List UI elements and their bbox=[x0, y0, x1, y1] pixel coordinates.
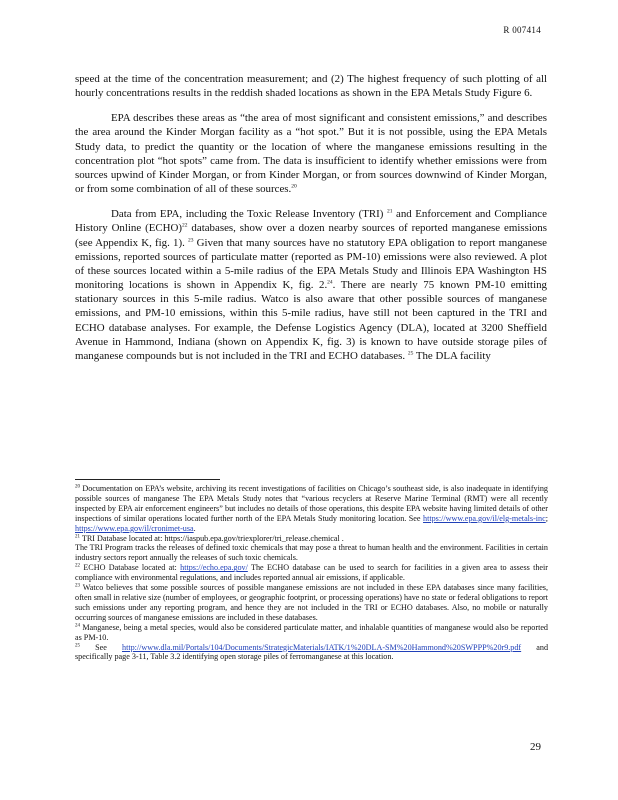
paragraph-3-text-c: databases, show over a dozen nearby sources of reported manganese emissions (see Appendix K, fig. 1). bbox=[75, 222, 547, 249]
footnote-ref-21[interactable]: 21 bbox=[386, 208, 393, 215]
footnote-25 bbox=[75, 643, 548, 663]
paragraph-2-text: EPA describes these areas as “the area of most significant and consistent emissions,” and describes the area around the Kinder Morgan facility as a “hot spot.” But it is not possible, using the EPA Metals Study data, to predict the quantity or the location of where the manganese emissions resulting in the concentration plot “hot spots” came from. The data is insufficient to identify whether emissions were from sources upwind of Kinder Morgan, or from Kinder Morgan, or from sources downwind of Kinder Morgan, or from some combination of all of these sources. bbox=[75, 112, 547, 196]
footnote-text-continued: and specifically page 3-11, Table 3.2 identifying open storage piles of ferromanganese at this location. bbox=[75, 642, 549, 662]
footnote-number: 21 bbox=[75, 533, 80, 539]
footnote-number: 22 bbox=[75, 563, 80, 569]
footnote-number: 25 bbox=[75, 642, 80, 648]
footnote-text: Manganese, being a metal species, would also be considered particulate matter, and inhalable quantities of manganese would also be reported as PM-10. bbox=[75, 622, 548, 642]
footnote-21-continued: The TRI Program tracks the releases of defined toxic chemicals that may pose a threat to human health and the environment. Facilities in certain industry sectors report annually the releases of such toxic chemicals. bbox=[75, 543, 548, 563]
footnote-ref-25[interactable]: 25 bbox=[407, 350, 414, 357]
footnote-22 bbox=[75, 563, 548, 583]
footnote-number: 24 bbox=[75, 622, 80, 628]
footnote-text: Watco believes that some possible sources of possible manganese emissions are not included in these EPA databases since many facilities, often small in relative size (number of employees, or geographic footprint, or processing operations) have no state or federal obligations to report such emissions under any reporting program, and hence they are not included in the TRI or ECHO databases. Also, no mobile or naturally occurring sources of manganese emissions are included in these databases. bbox=[75, 583, 548, 622]
footnote-23 bbox=[75, 583, 548, 623]
cronimet-link[interactable]: https://www.epa.gov/il/cronimet-usa bbox=[75, 523, 194, 533]
paragraph-3-text-d: Given that many sources have no statutory EPA obligation to report manganese emissions, reported sources of particulate matter (reported as PM-10) emissions were also reviewed. A plot of these sources located within a 5-mile radius of the EPA Metals Study and Illinois EPA Washington HS monitoring locations is shown in Appendix K, fig. 2. bbox=[75, 236, 547, 292]
paragraph-3-text-b: and Enforcement and Compliance History Online (ECHO) bbox=[75, 208, 547, 235]
paragraph-2 bbox=[75, 111, 547, 196]
page-number: 29 bbox=[530, 741, 541, 753]
dla-document-link[interactable]: http://www.dla.mil/Portals/104/Documents/StrategicMaterials/IATK/1%20DLA-SM%20Hammond%20SWPPP%20r9.pdf bbox=[122, 642, 522, 652]
footnote-ref-22[interactable]: 22 bbox=[182, 222, 188, 229]
footnote-text-continued: The ECHO database can be used to search for facilities in a given area to assess their compliance with environmental regulations, and includes reported annual air emissions, if applicable. bbox=[75, 563, 548, 583]
footnote-ref-24[interactable]: 24 bbox=[327, 279, 333, 286]
echo-link[interactable]: https://echo.epa.gov/ bbox=[180, 563, 248, 573]
paragraph-3-text-e: . There are nearly 75 known PM-10 emitting stationary sources in this 5-mile radius. Watco is also aware that other possible sources of manganese emissions, and PM-10 emissions, within this 5-mile radius, have still not been captured in the TRI and ECHO database analyses. For example, the Defense Logistics Agency (DLA), located at 3200 Sheffield Avenue in Hammond, Indiana (shown on Appendix K, fig. 3) is known to have outside storage piles of manganese compounds but is not included in the TRI and ECHO databases. bbox=[75, 279, 547, 362]
footnote-text: ECHO Database located at: bbox=[80, 563, 181, 573]
footnote-21 bbox=[75, 534, 548, 544]
footnote-24 bbox=[75, 623, 548, 643]
footnote-text: See bbox=[80, 642, 122, 652]
paragraph-3 bbox=[75, 207, 547, 363]
footnote-divider bbox=[75, 479, 220, 480]
footnote-separator: ; bbox=[545, 513, 548, 523]
footnote-ref-20[interactable]: 20 bbox=[291, 183, 297, 190]
footnote-end: . bbox=[193, 523, 196, 533]
footnote-number: 23 bbox=[75, 583, 80, 589]
paragraph-3-text-f: The DLA facility bbox=[413, 349, 491, 362]
footnote-text: Documentation on EPA’s website, archiving its recent investigations of facilities on Chicago’s southeast side, is also inadequate in identifying possible sources of manganese The EPA Metals Study notes that “various recyclers at Reserve Marine Terminal (RMT) were all recently inspected by EPA air enforcement engineers” but includes no details of those operations, this despite EPA website having limited details of other inspections of similar operations located further north of the EPA Metals Study monitoring location. See bbox=[75, 484, 548, 523]
paragraph-3-text-a: Data from EPA, including the Toxic Release Inventory (TRI) bbox=[111, 208, 384, 221]
bates-number: R 007414 bbox=[503, 25, 541, 35]
elg-metals-link[interactable]: https://www.epa.gov/il/elg-metals-inc bbox=[423, 513, 546, 523]
footnote-text: TRI Database located at: https://iaspub.epa.gov/triexplorer/tri_release.chemical . bbox=[80, 533, 344, 543]
footnote-ref-23[interactable]: 23 bbox=[187, 236, 194, 243]
body-text bbox=[75, 72, 547, 374]
footnote-number: 20 bbox=[75, 484, 80, 490]
paragraph-1: speed at the time of the concentration measurement; and (2) The highest frequency of such plotting of all hourly concentrations results in the reddish shaded locations as shown in the EPA Metals Study Figure 6. bbox=[75, 73, 547, 100]
footnotes bbox=[75, 484, 548, 662]
footnote-20 bbox=[75, 484, 548, 534]
